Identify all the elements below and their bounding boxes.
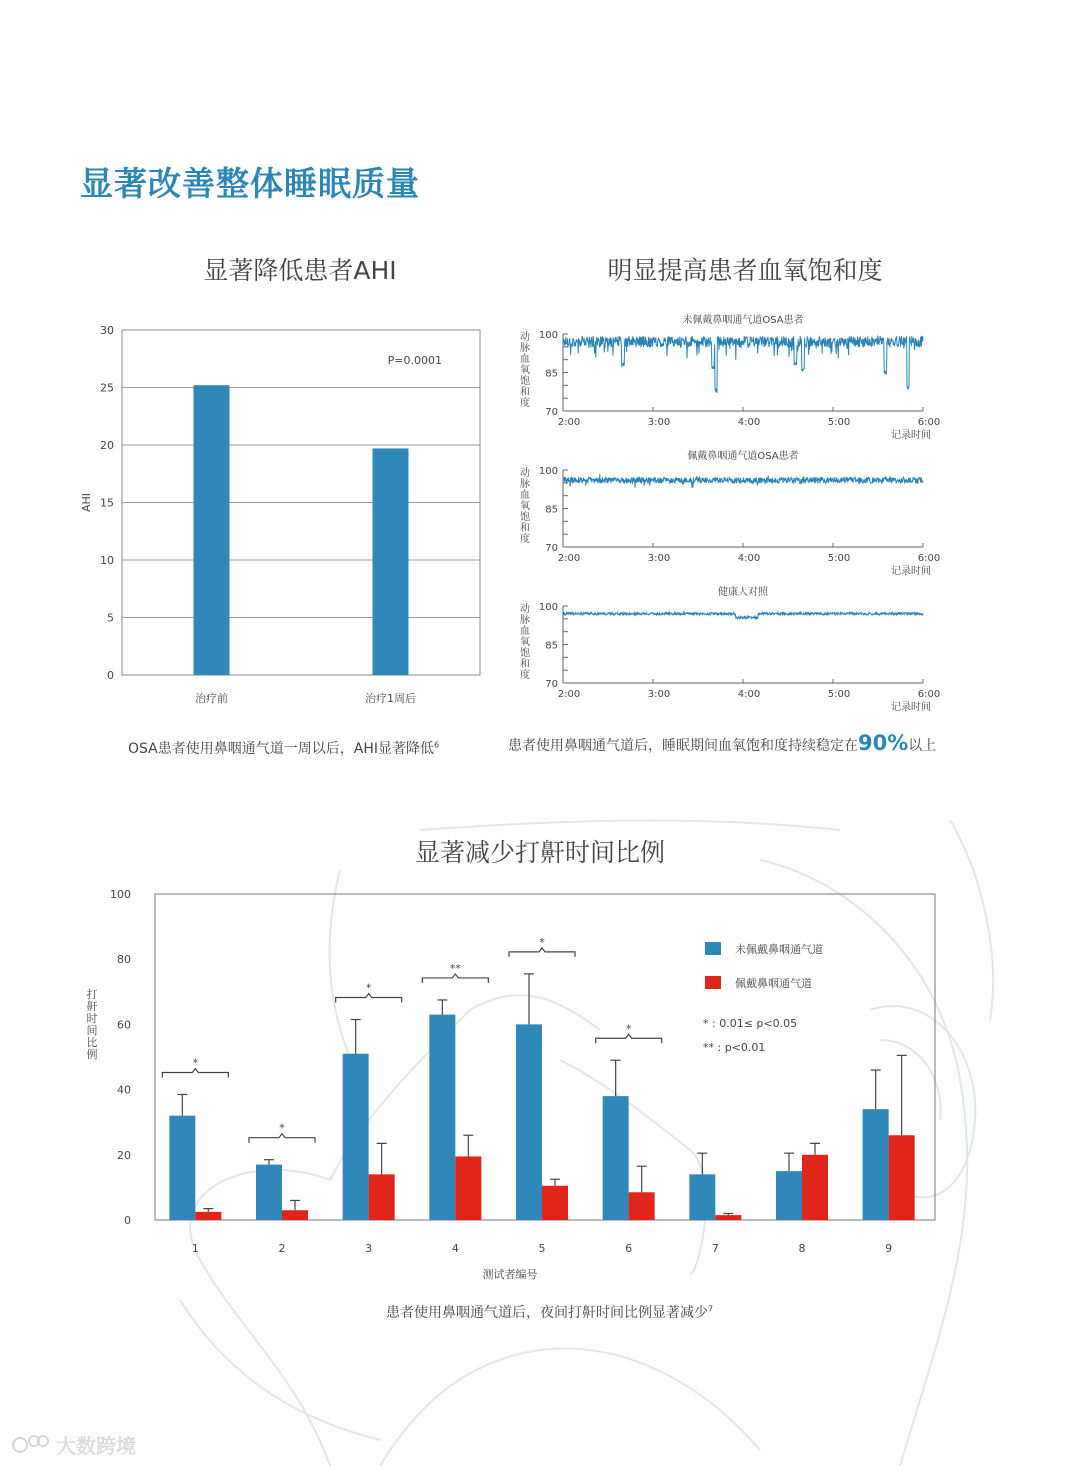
spo2-x-tick-label: 3:00	[647, 417, 671, 428]
snore-bar-untreated	[256, 1165, 282, 1220]
spo2-y-tick-label: 70	[545, 543, 558, 554]
snore-bar-untreated	[516, 1024, 542, 1220]
snore-significance-mark: *	[279, 1121, 285, 1135]
spo2-chart-treated	[505, 446, 945, 582]
ahi-caption	[128, 738, 439, 758]
ahi-bar	[194, 385, 230, 675]
spo2-caption-text: 患者使用鼻咽通气道后，睡眠期间血氧饱和度持续稳定在	[508, 738, 858, 754]
ahi-caption-ref: 6	[433, 740, 440, 750]
snore-y-tick-label: 60	[117, 1018, 131, 1032]
spo2-x-tick-label: 6:00	[917, 417, 941, 428]
ahi-x-tick-label: 治疗1周后	[365, 692, 416, 705]
ahi-y-axis-label: AHI	[80, 492, 93, 513]
snore-significance-mark: *	[539, 935, 545, 949]
spo2-chart-healthy	[505, 582, 945, 718]
snore-significance-bracket	[162, 1068, 228, 1077]
spo2-x-axis-label: 记录时间	[891, 430, 931, 441]
snore-x-tick-label: 5	[538, 1242, 546, 1255]
snore-y-tick-label: 80	[117, 953, 131, 967]
spo2-caption-highlight: 90%	[858, 731, 909, 755]
spo2-x-tick-label: 6:00	[917, 689, 941, 700]
ahi-section-title: 显著降低患者AHI	[203, 256, 397, 285]
spo2-y-tick-label: 100	[538, 330, 558, 341]
spo2-y-tick-label: 85	[545, 640, 558, 652]
spo2-x-tick-label: 4:00	[737, 689, 761, 700]
ahi-y-tick-label: 0	[107, 669, 114, 682]
snore-bar-treated	[629, 1192, 655, 1220]
snore-bar-untreated	[776, 1171, 802, 1220]
snoring-bar-chart	[70, 880, 970, 1290]
spo2-y-tick-label: 85	[545, 368, 558, 380]
snore-bar-treated	[195, 1212, 221, 1220]
spo2-trace-line	[563, 336, 923, 393]
snore-significance-mark: *	[365, 981, 372, 995]
snore-significance-bracket	[596, 1034, 662, 1043]
snore-section-title: 显著减少打鼾时间比例	[414, 838, 665, 867]
spo2-x-tick-label: 4:00	[737, 553, 761, 564]
snore-bar-treated	[455, 1156, 481, 1220]
spo2-x-tick-label: 5:00	[827, 689, 851, 700]
spo2-y-axis-label: 动脉血氧饱和度	[520, 468, 530, 545]
snore-significance-note: ** : p<0.01	[703, 1041, 766, 1054]
spo2-x-axis-label: 记录时间	[891, 702, 931, 713]
spo2-y-axis-label: 动脉血氧饱和度	[520, 332, 530, 409]
watermark-logo-icon	[10, 1431, 50, 1459]
snore-legend-swatch	[705, 942, 721, 955]
spo2-y-tick-label: 70	[545, 679, 558, 690]
spo2-y-tick-label: 100	[538, 602, 558, 613]
snore-bar-untreated	[689, 1174, 715, 1220]
ahi-x-tick-label: 治疗前	[195, 692, 228, 705]
spo2-x-tick-label: 6:00	[917, 553, 941, 564]
snore-y-axis-label: 打鼾时间比例	[86, 988, 98, 1061]
snore-bar-untreated	[429, 1015, 455, 1220]
snore-x-tick-label: 8	[798, 1242, 806, 1255]
snore-bar-treated	[802, 1155, 828, 1220]
snore-bar-treated	[282, 1210, 308, 1220]
snore-legend-label: 佩戴鼻咽通气道	[735, 977, 812, 990]
ahi-bar	[373, 448, 409, 675]
snore-x-tick-label: 6	[625, 1242, 633, 1255]
ahi-y-tick-label: 30	[100, 324, 114, 337]
spo2-trace-line	[563, 474, 923, 488]
spo2-y-tick-label: 85	[545, 504, 558, 516]
ahi-y-tick-label: 15	[100, 496, 114, 510]
snore-caption	[386, 1302, 713, 1322]
snore-bar-treated	[889, 1135, 915, 1220]
snore-bar-treated	[542, 1186, 568, 1220]
snore-significance-bracket	[422, 974, 488, 983]
snore-significance-mark: **	[449, 961, 461, 975]
ahi-y-tick-label: 5	[107, 611, 114, 625]
snore-caption-ref: 7	[708, 1304, 714, 1314]
snore-significance-bracket	[336, 994, 402, 1003]
snore-x-tick-label: 9	[885, 1242, 893, 1255]
ahi-y-tick-label: 10	[100, 554, 114, 567]
snore-bar-untreated	[603, 1096, 629, 1220]
spo2-x-tick-label: 5:00	[827, 417, 851, 428]
spo2-chart-untreated	[505, 310, 945, 446]
spo2-x-tick-label: 2:00	[557, 417, 581, 428]
spo2-chart-title: 健康人对照	[718, 587, 768, 598]
spo2-x-tick-label: 3:00	[647, 553, 671, 564]
spo2-x-tick-label: 3:00	[647, 689, 671, 700]
snore-x-tick-label: 1	[191, 1242, 199, 1255]
snore-y-tick-label: 20	[117, 1148, 131, 1162]
snore-legend-label: 未佩戴鼻咽通气道	[735, 943, 823, 956]
snore-y-tick-label: 100	[110, 888, 131, 901]
snore-x-tick-label: 2	[278, 1242, 286, 1255]
snore-bar-treated	[715, 1215, 741, 1220]
snore-x-axis-label: 测试者编号	[482, 1268, 538, 1281]
snore-significance-mark: *	[625, 1022, 632, 1036]
watermark	[10, 1430, 136, 1459]
spo2-trace-line	[563, 612, 923, 618]
snore-bar-treated	[369, 1174, 395, 1220]
snore-significance-bracket	[249, 1134, 315, 1143]
spo2-y-tick-label: 70	[545, 407, 558, 418]
spo2-caption	[508, 731, 936, 755]
ahi-bar-chart	[70, 315, 500, 715]
snore-caption-text: 患者使用鼻咽通气道后，夜间打鼾时间比例显著减少	[386, 1305, 708, 1321]
snore-x-tick-label: 3	[365, 1242, 373, 1255]
spo2-x-tick-label: 4:00	[737, 417, 761, 428]
snore-y-tick-label: 40	[117, 1083, 131, 1097]
snore-significance-note: * : 0.01≤ p<0.05	[703, 1017, 798, 1030]
snore-bar-untreated	[169, 1116, 195, 1220]
snore-legend-swatch	[705, 976, 721, 989]
spo2-x-axis-label: 记录时间	[891, 566, 931, 577]
spo2-y-tick-label: 100	[538, 466, 558, 477]
spo2-x-tick-label: 2:00	[557, 553, 581, 564]
ahi-y-tick-label: 20	[100, 439, 114, 452]
snore-significance-bracket	[509, 948, 575, 957]
snore-x-tick-label: 7	[711, 1242, 719, 1255]
ahi-caption-text: OSA患者使用鼻咽通气道一周以后，AHI显著降低	[128, 741, 434, 757]
ahi-p-value: P=0.0001	[387, 354, 442, 367]
spo2-x-tick-label: 5:00	[827, 553, 851, 564]
snore-x-tick-label: 4	[451, 1242, 459, 1255]
spo2-caption-suffix: 以上	[908, 738, 937, 754]
ahi-y-tick-label: 25	[100, 381, 114, 395]
watermark-text: 大数跨境	[56, 1434, 136, 1458]
snore-bar-untreated	[343, 1054, 369, 1220]
spo2-x-tick-label: 2:00	[557, 689, 581, 700]
page-title: 显著改善整体睡眠质量	[80, 164, 420, 203]
spo2-chart-title: 未佩戴鼻咽通气道OSA患者	[682, 315, 804, 326]
snore-y-tick-label: 0	[124, 1214, 131, 1227]
snore-significance-mark: *	[192, 1056, 199, 1070]
spo2-chart-title: 佩戴鼻咽通气道OSA患者	[687, 451, 799, 462]
snore-bar-untreated	[863, 1109, 889, 1220]
spo2-section-title: 明显提高患者血氧饱和度	[607, 256, 883, 285]
spo2-y-axis-label: 动脉血氧饱和度	[520, 604, 530, 681]
